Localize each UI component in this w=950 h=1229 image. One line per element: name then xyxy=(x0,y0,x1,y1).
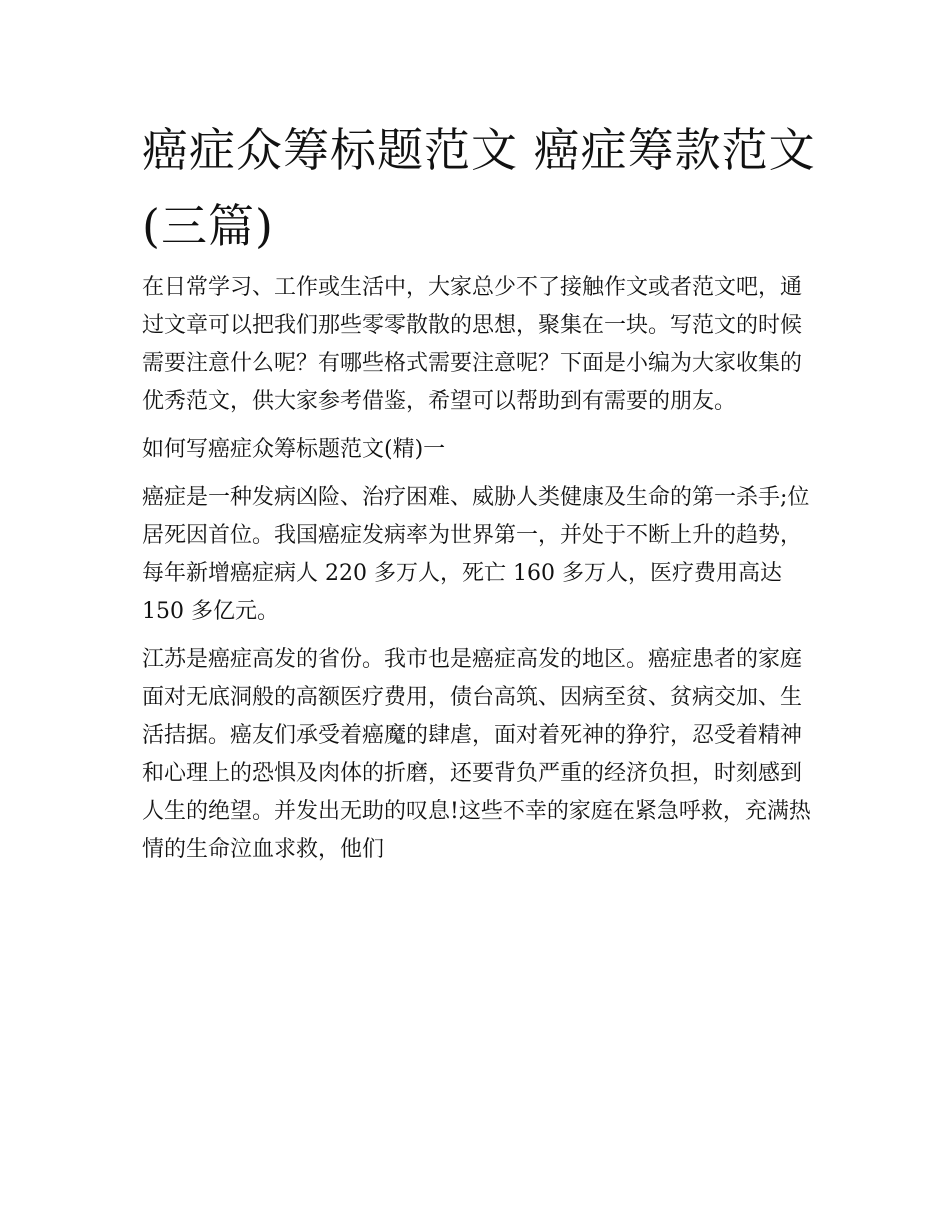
document-body xyxy=(142,112,818,874)
document-title: 癌症众筹标题范文 癌症筹款范文(三篇) xyxy=(142,123,816,253)
section-heading: 如何写癌症众筹标题范文(精)一 xyxy=(142,437,446,462)
body-paragraph: 癌症是一种发病凶险、治疗困难、威胁人类健康及生命的第一杀手;位居死因首位。我国癌症发病率为世界第一，并处于不断上升的趋势，每年新增癌症病人 220 多万人，死亡 160 多万人，医疗费用高达 150 多亿元。 xyxy=(142,485,810,624)
body-paragraph: 江苏是癌症高发的省份。我市也是癌症高发的地区。癌症患者的家庭面对无底洞般的高额医疗费用，债台高筑、因病至贫、贫病交加、生活拮据。癌友们承受着癌魔的肆虐，面对着死神的狰狞，忍受着精神和心理上的恐惧及肉体的折磨，还要背负严重的经济负担，时刻感到人生的绝望。并发出无助的叹息!这些不幸的家庭在紧急呼救，充满热情的生命泣血求救，他们 xyxy=(142,647,811,862)
intro-paragraph: 在日常学习、工作或生活中，大家总少不了接触作文或者范文吧，通过文章可以把我们那些零零散散的思想，聚集在一块。写范文的时候需要注意什么呢？有哪些格式需要注意呢？下面是小编为大家收集的优秀范文，供大家参考借鉴，希望可以帮助到有需要的朋友。 xyxy=(142,275,803,414)
